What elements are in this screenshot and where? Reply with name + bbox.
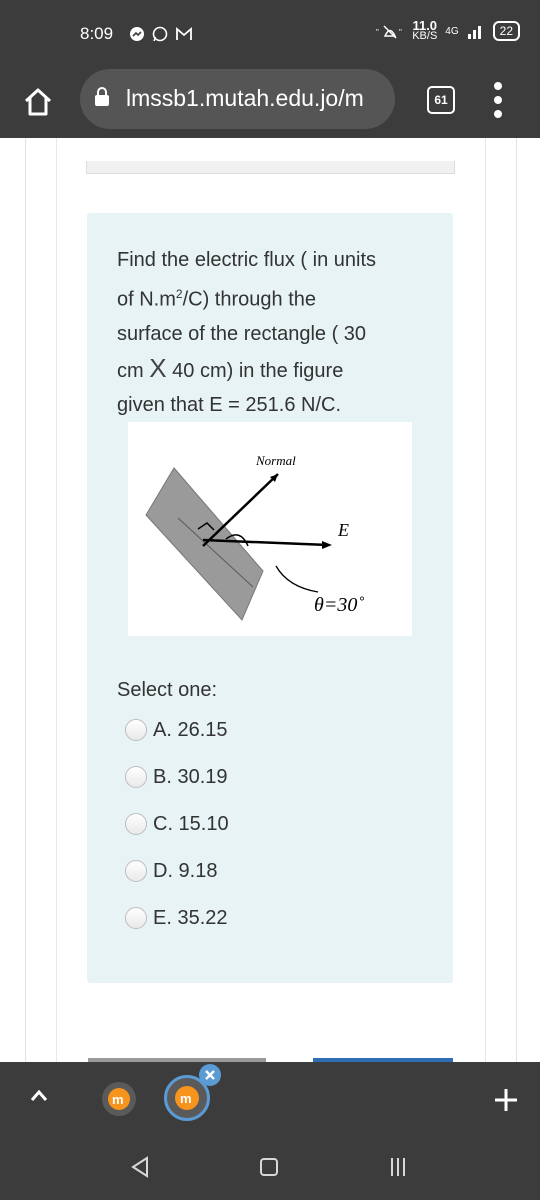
times-symbol: X <box>149 352 167 383</box>
option-b[interactable] <box>125 762 228 792</box>
question-line: surface of the rectangle ( 30 <box>117 322 367 345</box>
radio-button[interactable] <box>125 719 147 741</box>
browser-toolbar <box>0 68 540 138</box>
chevron-up-icon[interactable] <box>30 1088 48 1102</box>
field-label: E <box>338 520 349 540</box>
question-line: Find the electric flux ( in units <box>117 249 376 271</box>
notification-icons <box>130 26 192 42</box>
status-right <box>376 20 520 42</box>
messenger-icon <box>130 27 144 41</box>
option-label[interactable]: D. 9.18 <box>153 859 218 882</box>
home-icon[interactable] <box>22 86 54 118</box>
svg-text:": " <box>376 28 380 37</box>
option-c[interactable] <box>125 809 229 839</box>
url-text[interactable]: lmssb1.mutah.edu.jo/m <box>126 85 364 111</box>
question-figure <box>128 422 412 636</box>
tab-indicator-gray <box>88 1058 266 1062</box>
tab-switcher-button[interactable]: 61 <box>427 86 455 114</box>
home-square-icon[interactable] <box>259 1157 279 1177</box>
speed-unit: KB/S <box>412 30 438 42</box>
svg-text:m: m <box>180 1091 192 1106</box>
system-nav-bar <box>0 1134 540 1200</box>
normal-label: Normal <box>256 453 296 468</box>
option-label[interactable]: A. 26.15 <box>153 718 228 741</box>
option-d[interactable] <box>125 856 217 886</box>
option-label[interactable]: E. 35.22 <box>153 906 228 929</box>
angle-label: θ=30˚ <box>314 594 364 616</box>
option-a[interactable] <box>125 715 228 745</box>
radio-button[interactable] <box>125 813 147 835</box>
select-one-label: Select one: <box>117 679 218 701</box>
status-time: 8:09 <box>80 24 114 43</box>
network-type: 4G <box>445 25 459 37</box>
moodle-icon <box>102 1082 136 1116</box>
question-line: of $N.m^2/C$) through the <box>117 287 317 311</box>
normal-vector <box>203 474 278 546</box>
option-label[interactable]: C. 15.10 <box>153 812 229 835</box>
plus-icon[interactable] <box>492 1086 520 1114</box>
radio-button[interactable] <box>125 860 147 882</box>
moodle-tab-bubble[interactable] <box>102 1082 136 1116</box>
back-triangle-icon[interactable] <box>130 1156 150 1178</box>
svg-text:m: m <box>112 1092 124 1107</box>
recents-lines-icon[interactable] <box>388 1156 408 1178</box>
option-e[interactable] <box>125 903 228 933</box>
question-line: given that E = 251.6 N/C. <box>117 393 342 416</box>
question-card <box>87 213 453 983</box>
angle-pointer <box>276 566 318 592</box>
field-arrowhead <box>322 541 332 549</box>
previous-card-edge <box>86 161 455 174</box>
mute-icon <box>376 23 404 39</box>
lock-icon <box>94 87 110 107</box>
gmail-icon <box>176 27 192 41</box>
more-vert-icon[interactable] <box>492 80 504 120</box>
bottom-tab-strip <box>0 1062 540 1134</box>
address-bar[interactable] <box>80 69 395 129</box>
option-label[interactable]: B. 30.19 <box>153 765 228 788</box>
close-tab-button[interactable] <box>199 1064 221 1086</box>
radio-button[interactable] <box>125 907 147 929</box>
network-speed <box>412 20 437 42</box>
tab-indicator-blue <box>313 1058 453 1062</box>
speed-value: 11.0 <box>412 18 438 33</box>
close-icon <box>199 1064 221 1086</box>
signal-icon <box>467 23 485 39</box>
radio-button[interactable] <box>125 766 147 788</box>
flux-diagram <box>128 422 412 636</box>
status-bar <box>0 0 540 68</box>
question-text <box>117 243 437 422</box>
svg-text:": " <box>399 28 403 37</box>
whatsapp-icon <box>152 26 168 42</box>
question-line: cm X 40 cm) in the figure <box>117 352 344 383</box>
battery-indicator: 22 <box>493 21 520 41</box>
